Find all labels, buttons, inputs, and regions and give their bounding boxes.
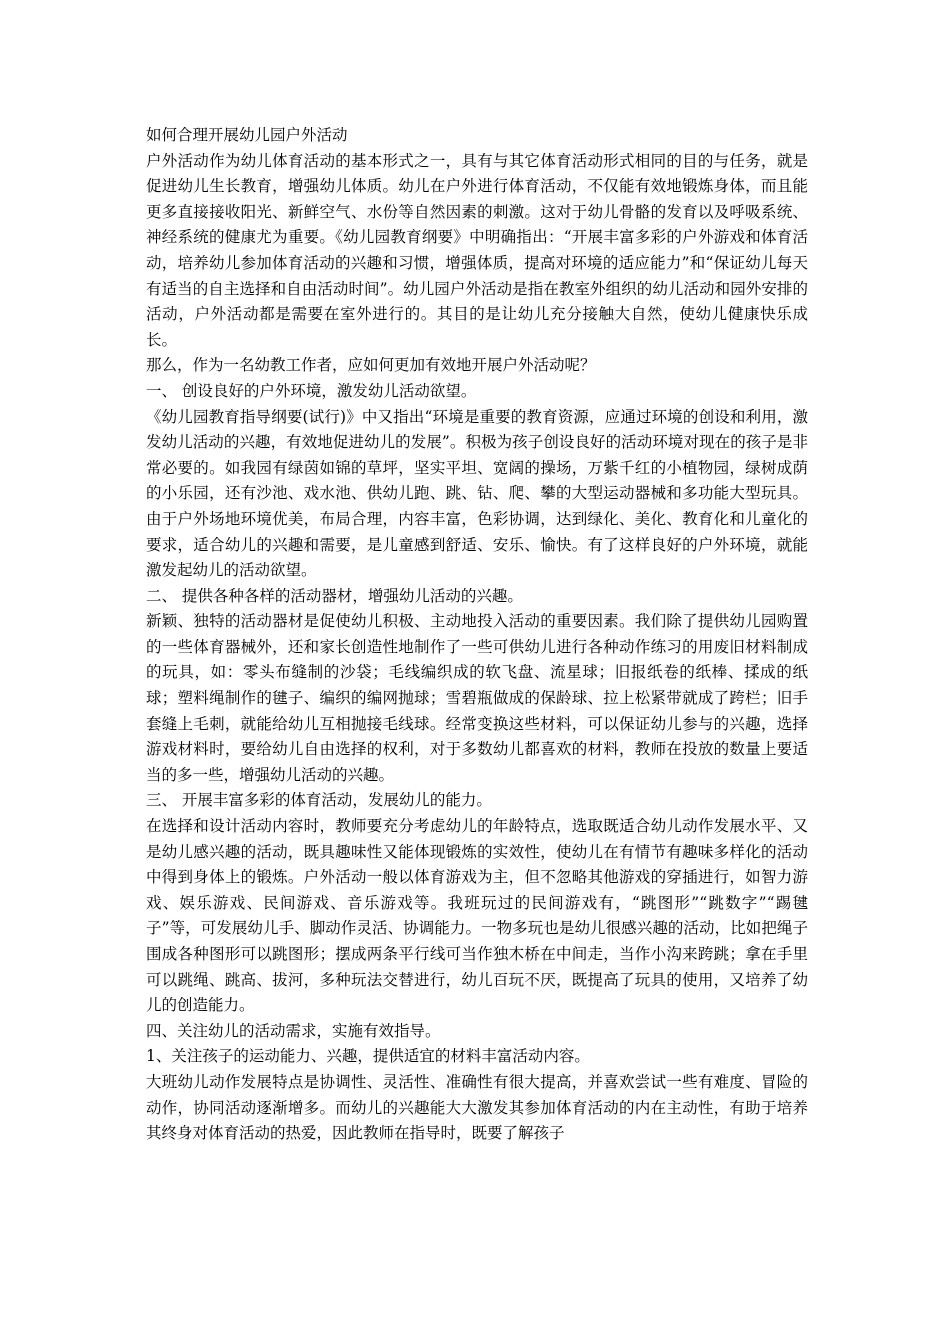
section-3-paragraph: 在选择和设计活动内容时，教师要充分考虑幼儿的年龄特点，选取既适合幼儿动作发展水平、又是幼儿感兴趣的活动，既具趣味性又能体现锻炼的实效性，使幼儿在有情节有趣味多样化的活动中得到身体上的锻炼。户外活动一般以体育游戏为主，但不忽略其他游戏的穿插进行，如智力游戏、娱乐游戏、民间游戏、音乐游戏等。我班玩过的民间游戏有，“跳图形”“跳数字”“踢毽子”等，可发展幼儿手、脚动作灵活、协调能力。一物多玩也是幼儿很感兴趣的活动，比如把绳子围成各种图形可以跳图形；摆成两条平行线可当作独木桥在中间走，当作小沟来跨跳；拿在手里可以跳绳、跳高、拔河，多种玩法交替进行，幼儿百玩不厌，既提高了玩具的使用，又培养了幼儿的创造能力。 (146, 817, 808, 1015)
section-1-paragraph: 《幼儿园教育指导纲要(试行)》中又指出“环境是重要的教育资源，应通过环境的创设和利用，激发幼儿活动的兴趣，有效地促进幼儿的发展”。积极为孩子创设良好的活动环境对现在的孩子是非常必要的。如我园有绿茵如锦的草坪，坚实平坦、宽阔的操场，万紫千红的小植物园，绿树成荫的小乐园，还有沙池、戏水池、供幼儿跑、跳、钻、爬、攀的大型运动器械和多功能大型玩具。由于户外场地环境优美，布局合理，内容丰富，色彩协调，达到绿化、美化、教育化和儿童化的要求，适合幼儿的兴趣和需要，是儿童感到舒适、安乐、愉快。有了这样良好的户外环境，就能激发起幼儿的活动欲望。 (146, 407, 808, 580)
section-heading-1: 一、 创设良好的户外环境，激发幼儿活动欲望。 (146, 381, 477, 400)
document-body (146, 123, 808, 1147)
intro-paragraph: 户外活动作为幼儿体育活动的基本形式之一，具有与其它体育活动形式相同的目的与任务，就是促进幼儿生长教育，增强幼儿体质。幼儿在户外进行体育活动，不仅能有效地锻炼身体，而且能更多直接接收阳光、新鲜空气、水份等自然因素的刺激。这对于幼儿骨骼的发育以及呼吸系统、神经系统的健康尤为重要。《幼儿园教育纲要》中明确指出：“开展丰富多彩的户外游戏和体育活动，培养幼儿参加体育活动的兴趣和习惯，增强体质，提高对环境的适应能力”和“保证幼儿每天有适当的自主选择和自由活动时间”。幼儿园户外活动是指在教室外组织的幼儿活动和园外安排的活动，户外活动都是需要在室外进行的。其目的是让幼儿充分接触大自然，使幼儿健康快乐成长。 (146, 151, 808, 349)
subsection-heading-4-1: 1、关注孩子的运动能力、兴趣，提供适宜的材料丰富活动内容。 (146, 1047, 590, 1066)
section-heading-4: 四、关注幼儿的活动需求，实施有效指导。 (146, 1021, 441, 1040)
section-2-paragraph: 新颖、独特的活动器材是促使幼儿积极、主动地投入活动的重要因素。我们除了提供幼儿园购置的一些体育器械外，还和家长创造性地制作了一些可供幼儿进行各种动作练习的用废旧材料制成的玩具，如：零头布缝制的沙袋；毛线编织成的软飞盘、流星球；旧报纸卷的纸棒、揉成的纸球；塑料绳制作的毽子、编织的编网抛球；雪碧瓶做成的保龄球、拉上松紧带就成了跨栏；旧手套缝上毛刺，就能给幼儿互相抛接毛线球。经常变换这些材料，可以保证幼儿参与的兴趣，选择游戏材料时，要给幼儿自由选择的权利，对于多数幼儿都喜欢的材料，教师在投放的数量上要适当的多一些，增强幼儿活动的兴趣。 (146, 612, 808, 784)
document-title: 如何合理开展幼儿园户外活动 (146, 126, 348, 144)
section-heading-3: 三、 开展丰富多彩的体育活动，发展幼儿的能力。 (146, 791, 492, 810)
subsection-4-1-paragraph: 大班幼儿动作发展特点是协调性、灵活性、准确性有很大提高，并喜欢尝试一些有难度、冒险的动作，协同活动逐渐增多。而幼儿的兴趣能大大激发其参加体育活动的内在主动性，有助于培养其终身对体育活动的热爱，因此教师在指导时，既要了解孩子 (146, 1072, 808, 1143)
question-paragraph: 那么，作为一名幼教工作者，应如何更加有效地开展户外活动呢？ (146, 356, 596, 375)
section-heading-2: 二、 提供各种各样的活动器材，增强幼儿活动的兴趣。 (146, 586, 523, 605)
